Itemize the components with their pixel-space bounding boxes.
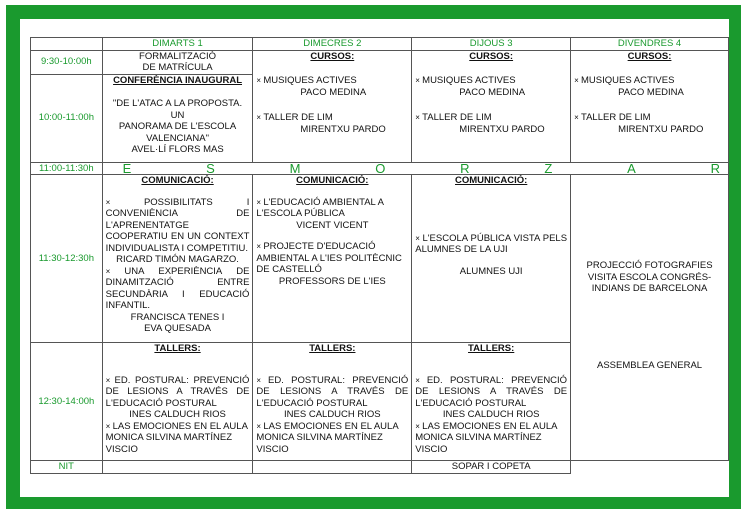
row-0930 [31, 50, 729, 74]
cell-tue-0930 [102, 50, 253, 74]
cursos-heading: CURSOS: [469, 50, 514, 62]
comunicacio-heading: COMUNICACIÓ: [455, 175, 528, 186]
schedule-page [20, 19, 729, 497]
talk-item: × PROJECTE D'EDUCACIÓ AMBIENTAL A L'IES POLITÈCNIC DE CASTELLÓ [256, 241, 408, 276]
header-row [31, 38, 729, 51]
corner-cell [31, 38, 103, 51]
text: PANORAMA DE L'ESCOLA [118, 121, 237, 132]
workshop-item: × LAS EMOCIONES EN EL AULA [256, 421, 408, 433]
time-cell: 11:30-12:30h [31, 175, 103, 343]
cell-fri-afternoon [571, 175, 729, 461]
day-header: DIVENDRES 4 [571, 38, 729, 51]
course-person: PACO MEDINA [459, 86, 526, 98]
break-letter: M [289, 162, 301, 175]
course-person: MIRENTXU PARDO [459, 123, 545, 135]
cursos-heading: CURSOS: [310, 50, 355, 62]
cell-wed-nit [253, 461, 412, 474]
cell-thu-courses [412, 50, 571, 162]
comunicacio-heading: COMUNICACIÓ: [141, 175, 214, 186]
course-item: × MUSIQUES ACTIVES [256, 75, 408, 87]
course-item: × TALLER DE LIM [415, 112, 567, 124]
break-letters [103, 163, 728, 174]
course-item: × TALLER DE LIM [574, 112, 725, 124]
text: AVEL·LÍ FLORS MAS [131, 144, 224, 155]
talk-person: FRANCISCA TENES I [130, 311, 225, 323]
tallers-heading: TALLERS: [309, 343, 356, 354]
workshop-item: × ED. POSTURAL: PREVENCIÓ DE LESIONS A TRAVÉS DE L'EDUCACIÓ POSTURAL [256, 375, 408, 410]
course-person: PACO MEDINA [618, 86, 684, 98]
cell-tue-conference [102, 74, 253, 162]
cell-thu-tallers [412, 343, 571, 461]
break-letter: A [627, 162, 636, 175]
row-nit [31, 461, 729, 474]
workshop-item: × ED. POSTURAL: PREVENCIÓ DE LESIONS A TRAVÉS DE L'EDUCACIÓ POSTURAL [106, 375, 250, 410]
cell-thu-comunicacio [412, 175, 571, 343]
break-letter: R [710, 162, 720, 175]
time-cell: NIT [31, 461, 103, 474]
workshop-person: INES CALDUCH RIOS [129, 409, 226, 420]
tallers-heading: TALLERS: [468, 343, 515, 354]
talk-item: × POSSIBILITATS I CONVENIÈNCIA DE L'APRENENTATGE COOPERATIU EN UN CONTEXT INDIVIDUALISTA I COMPETITIU. [106, 197, 250, 255]
talk-item: × L'ESCOLA PÚBLICA VISTA PELS ALUMNES DE LA UJI [415, 233, 567, 256]
course-item: × MUSIQUES ACTIVES [574, 75, 725, 87]
break-letter: E [122, 162, 132, 175]
tallers-heading: TALLERS: [154, 343, 201, 354]
cell-tue-comunicacio [102, 175, 253, 343]
workshop-person: INES CALDUCH RIOS [284, 409, 381, 420]
projection-text: PROJECCIÓ FOTOGRAFIES VISITA ESCOLA CONGRÉS-INDIANS DE BARCELONA [586, 260, 713, 294]
break-letter: O [375, 162, 386, 175]
green-frame [6, 5, 741, 509]
talk-item: × L'EDUCACIÓ AMBIENTAL A L'ESCOLA PÚBLICA [256, 197, 408, 220]
break-letter: S [206, 162, 215, 175]
course-person: MIRENTXU PARDO [300, 123, 386, 135]
break-letter: R [460, 162, 470, 175]
schedule-table [30, 37, 729, 474]
workshop-person: MONICA SILVINA MARTÍNEZ VISCIO [415, 432, 542, 455]
day-header: DIJOUS 3 [412, 38, 571, 51]
comunicacio-heading: COMUNICACIÓ: [296, 175, 369, 186]
talk-person: ALUMNES UJI [459, 265, 523, 277]
talk-person: EVA QUESADA [144, 323, 211, 334]
talk-item: × UNA EXPERIÈNCIA DE DINAMITZACIÓ ENTRE SECUNDÀRIA I EDUCACIÓ INFANTIL. [106, 266, 250, 312]
cell-tue-tallers [102, 343, 253, 461]
time-cell: 12:30-14:00h [31, 343, 103, 461]
conference-heading: CONFERÈNCIA INAUGURAL [113, 74, 243, 86]
day-header: DIMECRES 2 [253, 38, 412, 51]
workshop-item: × ED. POSTURAL: PREVENCIÓ DE LESIONS A TRAVÉS DE L'EDUCACIÓ POSTURAL [415, 375, 567, 410]
cell-tue-nit [102, 461, 253, 474]
time-cell: 10:00-11:00h [31, 74, 103, 162]
row-1130 [31, 175, 729, 343]
workshop-person: INES CALDUCH RIOS [442, 409, 540, 420]
cell-wed-tallers [253, 343, 412, 461]
workshop-item: × LAS EMOCIONES EN EL AULA [415, 421, 567, 433]
time-cell: 9:30-10:00h [31, 50, 103, 74]
talk-person: PROFESSORS DE L'IES [278, 275, 386, 287]
text: DE MATRÍCULA [142, 62, 213, 73]
time-cell: 11:00-11:30h [31, 162, 103, 175]
text: VALENCIANA" [146, 132, 209, 144]
cell-fri-nit [571, 461, 729, 474]
talk-person: VICENT VICENT [296, 219, 369, 231]
workshop-person: MONICA SILVINA MARTÍNEZ VISCIO [256, 432, 383, 455]
workshop-person: MONICA SILVINA MARTÍNEZ VISCIO [105, 432, 233, 455]
cell-wed-comunicacio [253, 175, 412, 343]
course-item: × MUSIQUES ACTIVES [415, 75, 567, 87]
workshop-item: × LAS EMOCIONES EN EL AULA [106, 421, 250, 433]
cell-thu-nit: SOPAR I COPETA [412, 461, 571, 474]
text: FORMALITZACIÓ [139, 50, 217, 62]
course-item: × TALLER DE LIM [256, 112, 408, 124]
course-person: PACO MEDINA [300, 86, 367, 98]
text: "DE L'ATAC A LA PROPOSTA. UN [112, 98, 243, 121]
day-header: DIMARTS 1 [102, 38, 253, 51]
assembly-text: ASSEMBLEA GENERAL [597, 359, 703, 371]
break-letter: Z [544, 162, 553, 175]
cursos-heading: CURSOS: [627, 50, 672, 62]
cell-fri-courses [571, 50, 729, 162]
break-cell [102, 162, 728, 175]
talk-person: RICARD TIMÓN MAGARZO. [116, 254, 239, 265]
row-break [31, 162, 729, 175]
cell-wed-courses [253, 50, 412, 162]
course-person: MIRENTXU PARDO [618, 123, 704, 135]
